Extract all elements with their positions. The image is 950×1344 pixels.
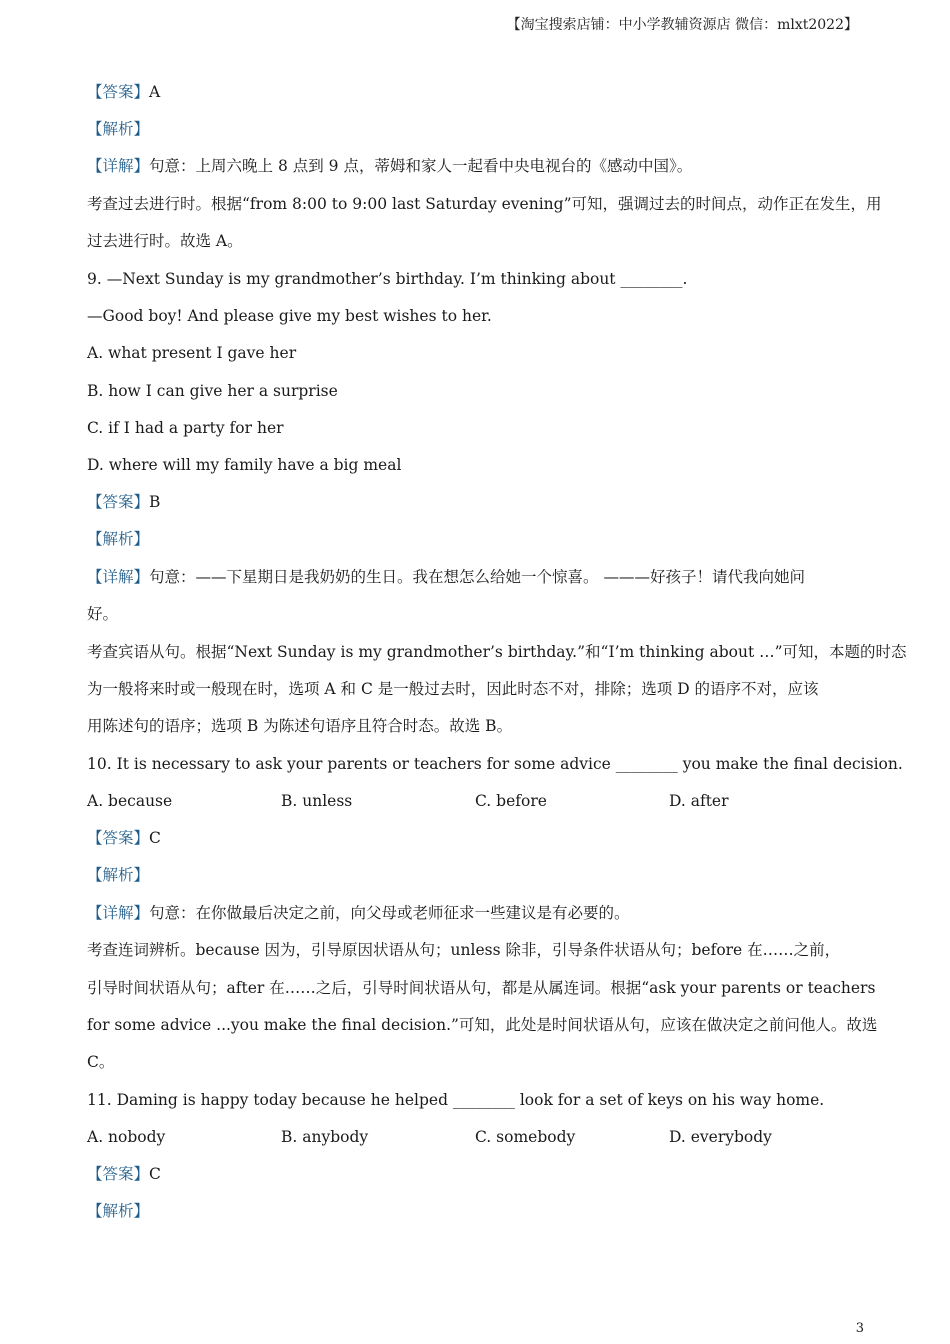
answer-label: 【答案】: [87, 829, 150, 847]
q10-answer-value: C: [149, 829, 161, 847]
q9-detail-line-1: [87, 567, 805, 587]
q10-explanation-line-2: 引导时间状语从句；after 在……之后，引导时间状语从句，都是从属连词。根据“ask your parents or teachers: [87, 979, 876, 997]
q9-option-a: A. what present I gave her: [87, 344, 297, 362]
q11-analysis-label: 【解析】: [87, 1202, 150, 1220]
q9-explanation-line-3: 用陈述句的语序；选项 B 为陈述句语序且符合时态。故选 B。: [87, 717, 513, 735]
q9-analysis-label: 【解析】: [87, 530, 150, 548]
q11-option-c: C. somebody: [475, 1128, 576, 1146]
detail-label: 【详解】: [87, 568, 150, 586]
q8-explanation-line-2: 过去进行时。故选 A。: [87, 232, 243, 250]
q8-detail: [87, 156, 692, 176]
q8-answer-value: A: [149, 83, 161, 101]
q10-explanation-line-4: C。: [87, 1053, 115, 1071]
q8-explanation-line-1: 考查过去进行时。根据“from 8:00 to 9:00 last Saturday evening”可知，强调过去的时间点，动作正在发生，用: [87, 195, 882, 213]
q11-option-a: A. nobody: [87, 1128, 166, 1146]
q9-detail-line-2: 好。: [87, 605, 119, 623]
q11-answer-value: C: [149, 1165, 161, 1183]
detail-label: 【详解】: [87, 157, 150, 175]
q9-explanation-line-1: 考查宾语从句。根据“Next Sunday is my grandmother’s birthday.”和“I’m thinking about …”可知，本题的时态: [87, 643, 907, 661]
q9-option-d: D. where will my family have a big meal: [87, 456, 402, 474]
q10-answer: [87, 828, 161, 848]
q9-answer-value: B: [149, 493, 161, 511]
q9-reply: —Good boy! And please give my best wishes to her.: [87, 307, 492, 325]
q9-option-b: B. how I can give her a surprise: [87, 382, 338, 400]
q9-detail-text: 句意：——下星期日是我奶奶的生日。我在想怎么给她一个惊喜。 ———好孩子！请代我向她问: [149, 568, 805, 586]
page-header: 【淘宝搜索店铺：中小学教辅资源店 微信：mlxt2022】: [506, 17, 858, 33]
q10-explanation-line-1: 考查连词辨析。because 因为，引导原因状语从句；unless 除非，引导条件状语从句；before 在……之前，: [87, 941, 841, 959]
q9-answer: [87, 492, 160, 512]
q8-analysis-label: 【解析】: [87, 120, 150, 138]
answer-label: 【答案】: [87, 1165, 150, 1183]
q10-option-d: D. after: [669, 792, 729, 810]
page-number: 3: [855, 1321, 864, 1336]
q10-analysis-label: 【解析】: [87, 866, 150, 884]
q10-option-b: B. unless: [281, 792, 353, 810]
q8-detail-text: 句意：上周六晚上 8 点到 9 点，蒂姆和家人一起看中央电视台的《感动中国》。: [149, 157, 693, 175]
detail-label: 【详解】: [87, 904, 150, 922]
q10-detail: [87, 903, 630, 923]
q9-option-c: C. if I had a party for her: [87, 419, 284, 437]
q9-stem: 9. —Next Sunday is my grandmother’s birthday. I’m thinking about ________.: [87, 270, 688, 288]
q11-answer: [87, 1164, 161, 1184]
q10-option-a: A. because: [87, 792, 173, 810]
q11-option-b: B. anybody: [281, 1128, 369, 1146]
q10-stem: 10. It is necessary to ask your parents or teachers for some advice ________ you make the final decision.: [87, 755, 903, 773]
answer-label: 【答案】: [87, 493, 150, 511]
q9-explanation-line-2: 为一般将来时或一般现在时，选项 A 和 C 是一般过去时，因此时态不对，排除；选项 D 的语序不对，应该: [87, 680, 819, 698]
answer-label: 【答案】: [87, 83, 150, 101]
q11-stem: 11. Daming is happy today because he helped ________ look for a set of keys on his way home.: [87, 1091, 825, 1109]
q10-option-c: C. before: [475, 792, 547, 810]
q10-detail-text: 句意：在你做最后决定之前，向父母或老师征求一些建议是有必要的。: [149, 904, 630, 922]
q8-answer: [87, 82, 160, 102]
q10-explanation-line-3: for some advice ...you make the final decision.”可知，此处是时间状语从句，应该在做决定之前问他人。故选: [87, 1016, 878, 1034]
q11-option-d: D. everybody: [669, 1128, 772, 1146]
